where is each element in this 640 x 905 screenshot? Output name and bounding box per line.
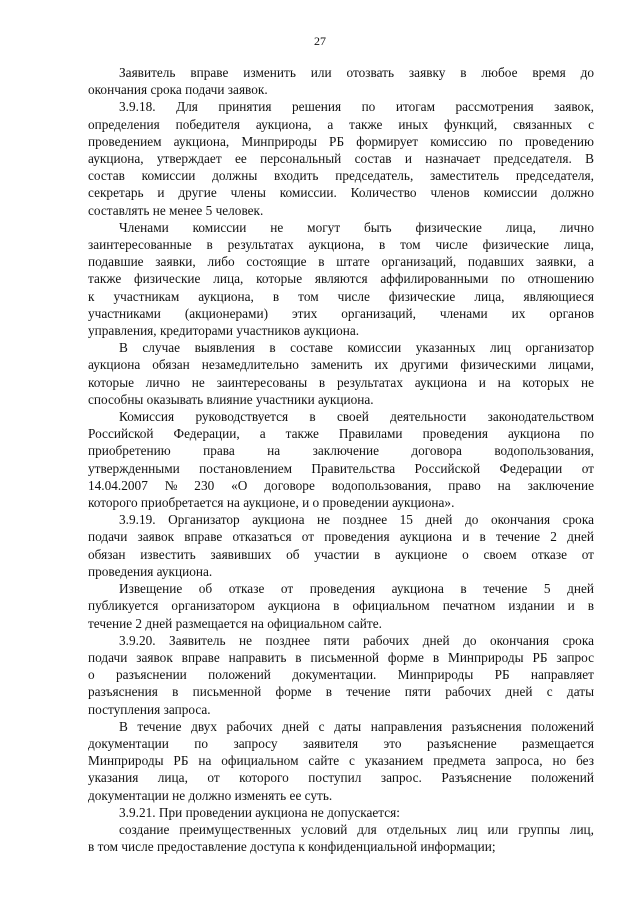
paragraph <box>88 804 594 821</box>
text-line: Членами комиссии не могут быть физические лица, лично <box>119 219 594 235</box>
text-line: подачи заявок вправе направить в письменной форме в Минприроды РБ запрос <box>88 649 594 665</box>
text-line: Извещение об отказе от проведения аукциона в течение 5 дней <box>119 581 594 597</box>
text-line: 3.9.21. При проведении аукциона не допускается: <box>119 804 400 820</box>
paragraph <box>88 718 594 804</box>
paragraph <box>88 580 594 632</box>
text-line: приобретению права на заключение договора водопользования, <box>88 443 594 459</box>
text-line: документации по запросу заявителя это разъяснение размещается <box>88 735 594 751</box>
paragraph <box>88 511 594 580</box>
paragraph <box>88 64 594 98</box>
text-line: состав комиссии должны входить председатель, заместитель председателя, <box>88 168 594 184</box>
text-line: также физические лица, которые являются аффилированными по отношению <box>88 271 594 287</box>
paragraph <box>88 98 594 218</box>
paragraph <box>88 408 594 511</box>
text-line: управления, кредиторами участников аукциона. <box>88 323 360 339</box>
text-line: о разъяснении положений документации. Минприроды РБ направляет <box>88 667 594 683</box>
text-line: определения победителя аукциона, а также иных функций, связанных с <box>88 116 594 132</box>
paragraph <box>88 339 594 408</box>
text-line: Комиссия руководствуется в своей деятельности законодательством <box>119 409 594 425</box>
text-line: публикуется организатором аукциона в официальном печатном издании и в <box>88 598 594 614</box>
text-line: которого приобретается на аукционе, и о проведении аукциона». <box>88 495 455 511</box>
paragraph <box>88 219 594 339</box>
text-line: В случае выявления в составе комиссии указанных лиц организатор <box>119 340 594 356</box>
text-line: участниками (акционерами) этих организаций, членами их органов <box>88 305 594 321</box>
text-line: поступления запроса. <box>88 701 211 717</box>
text-line: подачи заявок вправе отказаться от проведения аукциона и в течение 2 дней <box>88 529 594 545</box>
text-line: Минприроды РБ на официальном сайте с указанием предмета запроса, но без <box>88 753 594 769</box>
text-line: Российской Федерации, а также Правилами проведения аукциона по <box>88 426 594 442</box>
text-line: 3.9.19. Организатор аукциона не позднее 15 дней до окончания срока <box>119 512 594 528</box>
text-line: 14.04.2007 № 230 «О договоре водопользования, право на заключение <box>88 477 594 493</box>
text-line: заинтересованные в результатах аукциона, в том числе физические лица, <box>88 237 594 253</box>
text-line: проведением аукциона, Минприроды РБ формирует комиссию по проведению <box>88 133 594 149</box>
text-line: Заявитель вправе изменить или отозвать заявку в любое время до <box>119 65 594 80</box>
text-line: проведения аукциона. <box>88 563 213 579</box>
text-line: которые лично не заинтересованы в результатах аукциона и на которых не <box>88 374 594 390</box>
text-line: утвержденными постановлением Правительства Российской Федерации от <box>88 460 594 476</box>
text-line: подавшие заявки, либо состоящие в штате организаций, подавших заявки, а <box>88 254 594 270</box>
text-line: разъяснения в письменной форме в течение пяти рабочих дней с даты <box>88 684 594 700</box>
text-line: способны оказывать влияние участники аукциона. <box>88 391 374 407</box>
text-line: составлять не менее 5 человек. <box>88 202 264 218</box>
paragraph <box>88 632 594 718</box>
text-line: обязан известить заявивших об участии в аукционе о своем отказе от <box>88 546 594 562</box>
text-line: создание преимущественных условий для отдельных лиц или группы лиц, <box>119 821 594 837</box>
text-line: секретарь и другие члены комиссии. Количество членов комиссии должно <box>88 185 594 201</box>
document-body <box>88 64 594 855</box>
text-line: течение 2 дней размещается на официальном сайте. <box>88 615 382 631</box>
paragraph <box>88 821 594 855</box>
text-line: аукциона обязан незамедлительно заменить их другими физическими лицами, <box>88 357 594 373</box>
text-line: 3.9.20. Заявитель не позднее пяти рабочих дней до окончания срока <box>119 632 594 648</box>
text-line: в том числе предоставление доступа к конфиденциальной информации; <box>88 839 496 855</box>
text-line: документации не должно изменять ее суть. <box>88 787 333 803</box>
text-line: указания лица, от которого поступил запрос. Разъяснение положений <box>88 770 594 786</box>
text-line: аукциона, утверждает ее персональный состав и назначает председателя. В <box>88 151 594 167</box>
text-line: окончания срока подачи заявок. <box>88 82 268 98</box>
page-number: 27 <box>314 34 326 48</box>
text-line: В течение двух рабочих дней с даты направления разъяснения положений <box>119 718 594 734</box>
text-line: 3.9.18. Для принятия решения по итогам рассмотрения заявок, <box>119 99 594 115</box>
text-line: к участникам аукциона, в том числе физические лица, являющиеся <box>88 288 594 304</box>
